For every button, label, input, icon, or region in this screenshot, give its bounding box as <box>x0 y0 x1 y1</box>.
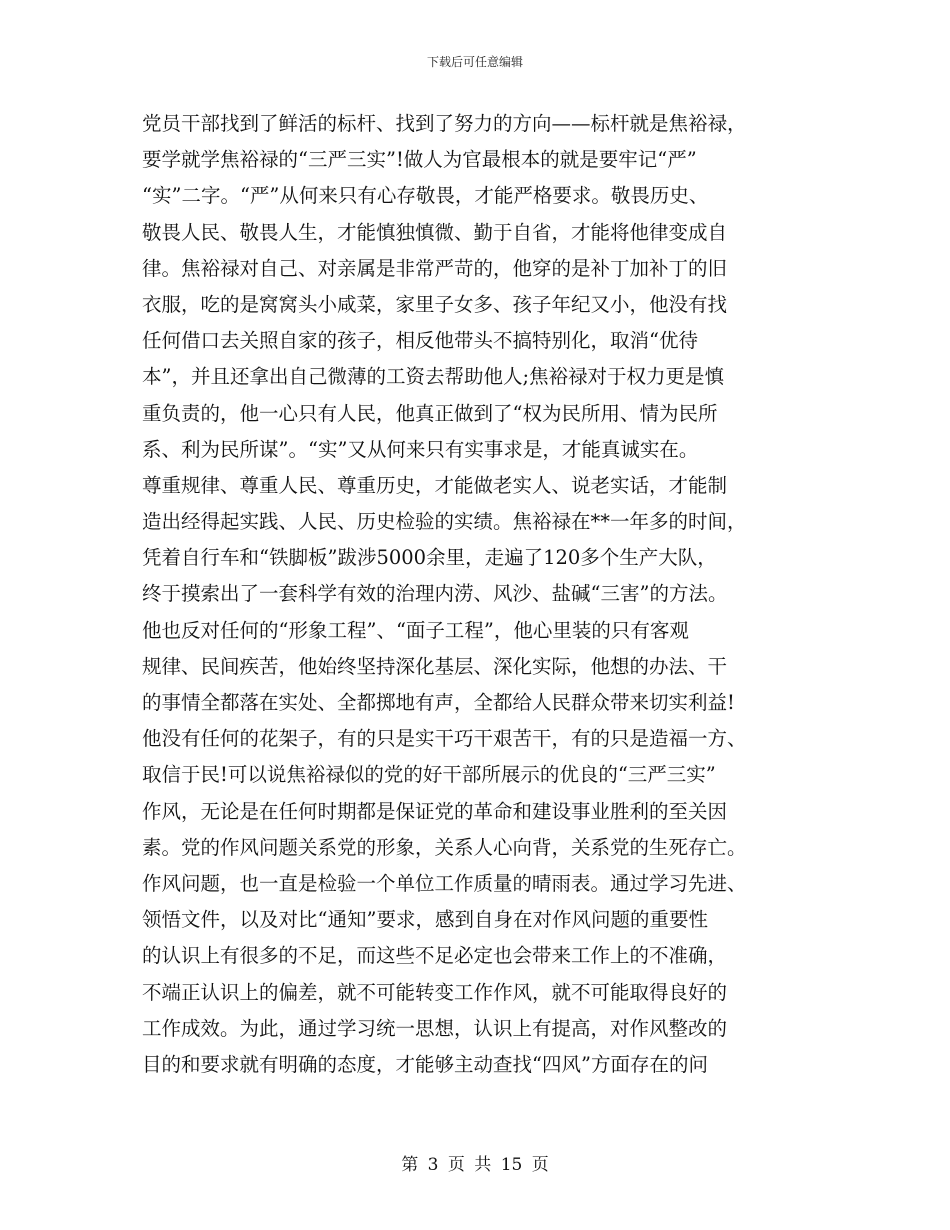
body-line: 党员干部找到了鲜活的标杆、找到了努力的方向——标杆就是焦裕禄， <box>142 112 747 135</box>
body-line: 律。焦裕禄对自己、对亲属是非常严苛的，他穿的是补丁加补丁的旧 <box>142 256 728 280</box>
body-line: 敬畏人民、敬畏人生，才能慎独慎微、勤于自省，才能将他律变成自 <box>142 220 728 244</box>
body-line: 衣服，吃的是窝窝头小咸菜，家里子女多、孩子年纪又小，他没有找 <box>142 292 728 316</box>
body-line: 素。党的作风问题关系党的形象，关系人心向背，关系党的生死存亡。 <box>142 835 747 859</box>
body-line: 工作成效。为此，通过学习统一思想，认识上有提高，对作风整改的 <box>142 1016 728 1040</box>
page-number-footer: 第 3 页 共 15 页 <box>401 1155 549 1175</box>
body-line: 尊重规律、尊重人民、尊重历史，才能做老实人、说老实话，才能制 <box>142 473 728 497</box>
body-line: 任何借口去关照自家的孩子，相反他带头不搞特别化，取消“优待 <box>142 329 698 353</box>
body-line: 领悟文件，以及对比“通知”要求，感到自身在对作风问题的重要性 <box>142 908 708 932</box>
body-line: 系、利为民所谋”。“实”又从何来只有实事求是，才能真诚实在。 <box>142 437 699 461</box>
body-line: 凭着自行车和“铁脚板”跋涉5000余里，走遍了120多个生产大队， <box>142 546 717 570</box>
body-line: 要学就学焦裕禄的“三严三实”!做人为官最根本的就是要牢记“严” <box>142 148 697 172</box>
body-line: 目的和要求就有明确的态度，才能够主动查找“四风”方面存在的问 <box>142 1052 708 1076</box>
body-line: 作风，无论是在任何时期都是保证党的革命和建设事业胜利的至关因 <box>142 799 728 823</box>
body-line: 终于摸索出了一套科学有效的治理内涝、风沙、盐碱“三害”的方法。 <box>142 582 728 606</box>
body-line: 重负责的，他一心只有人民，他真正做到了“权为民所用、情为民所 <box>142 401 718 425</box>
page-header: 下载后可任意编辑 <box>426 55 523 69</box>
body-line: 的认识上有很多的不足，而这些不足必定也会带来工作上的不准确， <box>142 944 728 968</box>
body-line: 造出经得起实践、人民、历史检验的实绩。焦裕禄在**一年多的时间， <box>142 510 747 534</box>
body-line: 他没有任何的花架子，有的只是实干巧干艰苦干，有的只是造福一方、 <box>142 727 747 751</box>
body-line: 取信于民!可以说焦裕禄似的党的好干部所展示的优良的“三严三实” <box>142 763 716 787</box>
body-line: 他也反对任何的“形象工程”、“面子工程”，他心里装的只有客观 <box>142 618 689 642</box>
document-body <box>142 106 822 1083</box>
body-line: “实”二字。“严”从何来只有心存敬畏，才能严格要求。敬畏历史、 <box>142 184 709 208</box>
body-line: 本”，并且还拿出自己微薄的工资去帮助他人;焦裕禄对于权力更是慎 <box>142 365 725 389</box>
body-line: 不端正认识上的偏差，就不可能转变工作作风，就不可能取得良好的 <box>142 980 728 1004</box>
body-line: 的事情全都落在实处、全都掷地有声，全都给人民群众带来切实利益! <box>142 691 735 714</box>
body-line: 作风问题，也一直是检验一个单位工作质量的晴雨表。通过学习先进、 <box>142 871 747 895</box>
body-line: 规律、民间疾苦，他始终坚持深化基层、深化实际，他想的办法、干 <box>142 654 728 678</box>
